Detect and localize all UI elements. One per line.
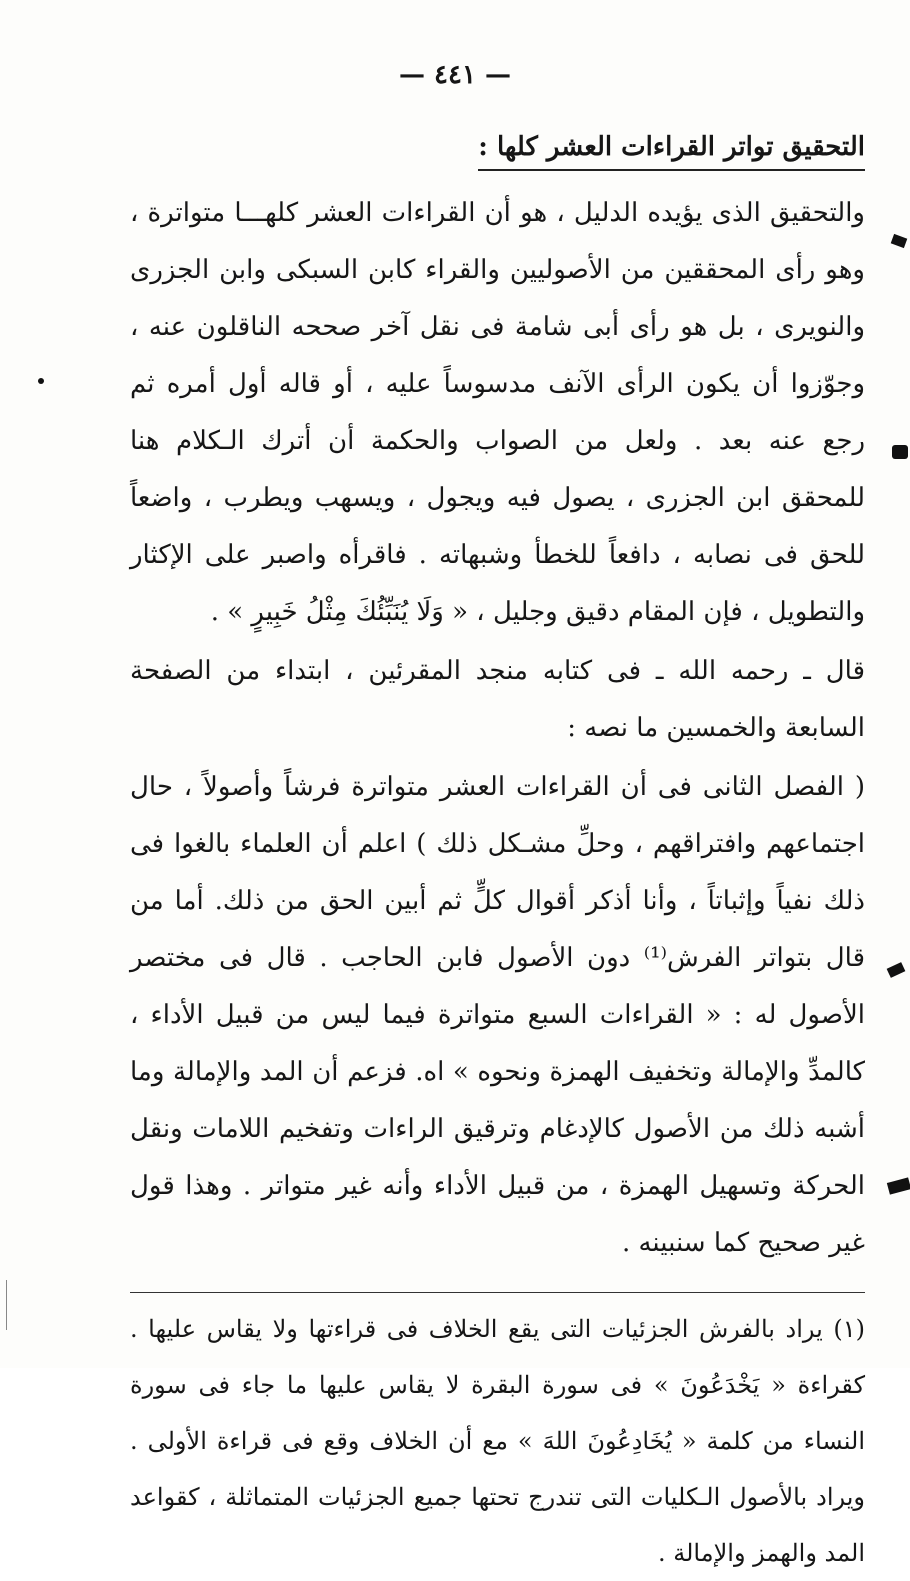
margin-mark [891,234,908,248]
margin-dot [38,378,44,384]
footnote: (١) يراد بالفرش الجزئيات التى يقع الخلاف فى قراءتها ولا يقاس عليها . كقراءة « يَخْدَعُونَ » فى سورة البقرة لا يقاس عليها ما جاء فى سورة النساء من كلمة « يُخَادِعُونَ اللهَ » مع أن الخلاف وقع فى قراءة الأولى . ويراد بالأصول الـكليات التى تندرج تحتها جميع الجزئيات المتماثلة ، كقواعد المد والهمز والإمالة . [130,1315,865,1567]
section-heading-wrap [130,120,865,185]
page-number: — ٤٤١ — [398,60,512,90]
footnote-separator [130,1292,865,1293]
paragraph-1: والتحقيق الذى يؤيده الدليل ، هو أن القراءات العشر كلهـــا متواترة ، وهو رأى المحققين من الأصوليين والقراء كابن السبكى وابن الجزرى والنويرى ، بل هو رأى أبى شامة فى نقل آخر صححه الناقلون عنه ، وجوّزوا أن يكون الرأى الآنف مدسوساً عليه ، أو قاله أول أمره ثم رجع عنه بعد . ولعل من الصواب والحكمة أن أترك الـكلام هنا للمحقق ابن الجزرى ، يصول فيه ويجول ، ويسهب ويطرب ، واضعاً للحق فى نصابه ، دافعاً للخطأ وشبهاته . فاقرأه واصبر على الإكثار والتطويل ، فإن المقام دقيق وجليل ، « وَلَا يُنَبِّئُكَ مِثْلُ خَبِيرٍ » . [130,198,865,627]
paragraph-3: ( الفصل الثانى فى أن القراءات العشر متواترة فرشاً وأصولاً ، حال اجتماعهم وافتراقهم ، وحلِّ مشـكل ذلك ) اعلم أن العلماء بالغوا فى ذلك نفياً وإثباتاً ، وأنا أذكر أقوال كلٍّ ثم أبين الحق من ذلك. أما من قال بتواتر الفرش⁽¹⁾ دون الأصول فابن الحاجب . قال فى مختصر الأصول له : « القراءات السبع متواترة فيما ليس من قبيل الأداء ، كالمدِّ والإمالة وتخفيف الهمزة ونحوه » اه. فزعم أن المد والإمالة وما أشبه ذلك من الأصول كالإدغام وترقيق الراءات وتفخيم اللامات ونقل الحركة وتسهيل الهمزة ، من قبيل الأداء وأنه غير متواتر . وهذا قول غير صحيح كما سنبينه . [130,772,866,1258]
margin-mark [887,1177,910,1194]
paragraph-2: قال ـ رحمه الله ـ فى كتابه منجد المقرئين ، ابتداء من الصفحة السابعة والخمسين ما نصه : [130,656,865,743]
margin-mark [887,962,906,978]
page-body [130,120,865,1581]
section-heading: التحقيق تواتر القراءات العشر كلها : [478,128,865,171]
scan-edge-line [6,1280,7,1330]
margin-mark [892,445,908,459]
